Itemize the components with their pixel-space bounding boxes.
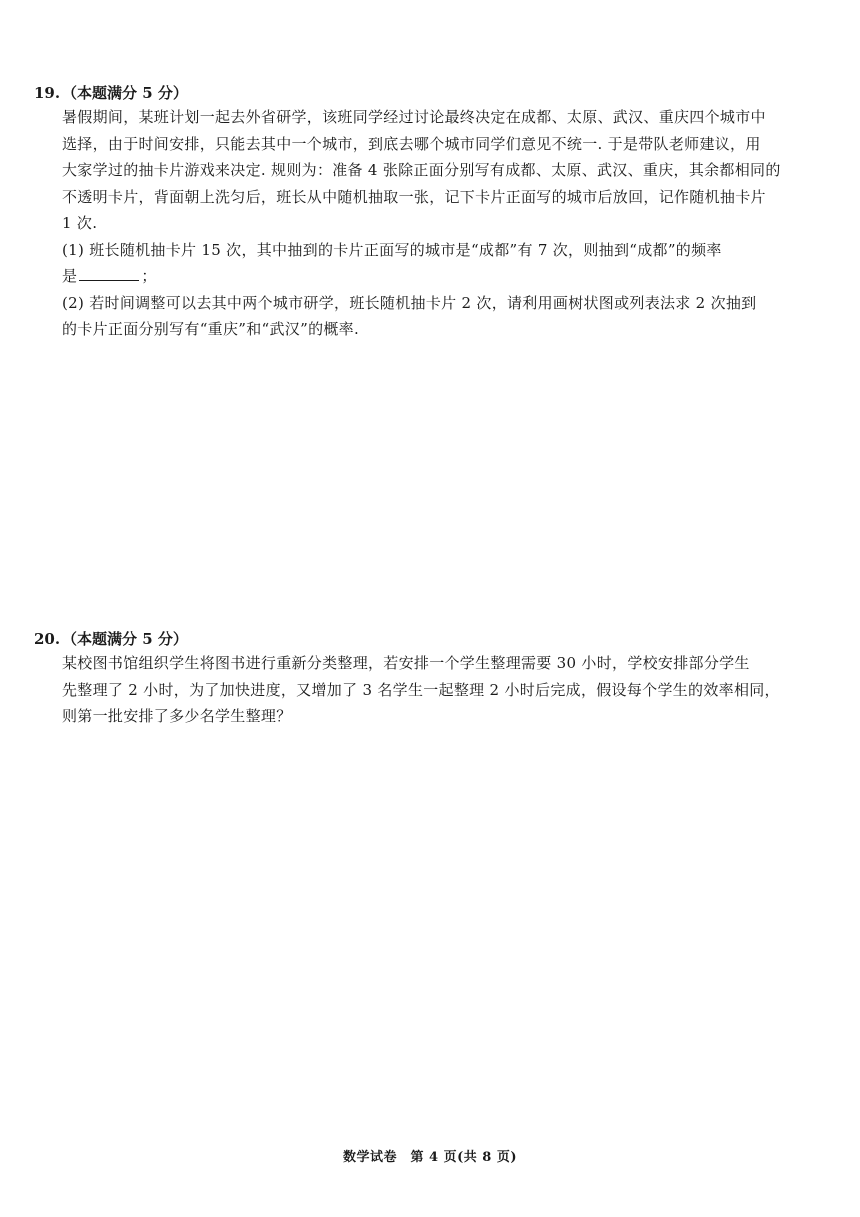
answer-prefix: 是 xyxy=(62,267,78,285)
question-body xyxy=(34,650,804,730)
question-text-line: 则第一批安排了多少名学生整理？ xyxy=(62,707,292,725)
question-score: （本题满分 5 分） xyxy=(62,630,188,648)
question-text-line: 某校图书馆组织学生将图书进行重新分类整理，若安排一个学生整理需要 30 小时，学校安排部分学生 xyxy=(62,654,750,672)
question-header xyxy=(34,82,804,104)
question-text-line: 暑假期间，某班计划一起去外省研学，该班同学经过讨论最终决定在成都、太原、武汉、重庆四个城市中 xyxy=(62,108,766,126)
question-header xyxy=(34,628,804,650)
question-text-line: 先整理了 2 小时，为了加快进度，又增加了 3 名学生一起整理 2 小时后完成，假设每个学生的效率相同， xyxy=(62,680,780,699)
sub-question-1: (1) 班长随机抽卡片 15 次，其中抽到的卡片正面写的城市是“成都”有 7 次，则抽到“成都”的频率 xyxy=(62,240,722,259)
question-text-line: 选择，由于时间安排，只能去其中一个城市，到底去哪个城市同学们意见不统一. 于是带队老师建议，用 xyxy=(62,134,761,153)
answer-blank[interactable] xyxy=(79,264,139,281)
question-body xyxy=(34,104,804,343)
sub-question-2: (2) 若时间调整可以去其中两个城市研学，班长随机抽卡片 2 次，请利用画树状图或列表法求 2 次抽到 xyxy=(62,293,757,312)
question-text-line: 的卡片正面分别写有“重庆”和“武汉”的概率. xyxy=(62,320,360,338)
question-score: （本题满分 5 分） xyxy=(62,84,188,102)
question-text-line: 不透明卡片，背面朝上洗匀后，班长从中随机抽取一张，记下卡片正面写的城市后放回，记作随机抽卡片 xyxy=(62,187,766,206)
question-number: 20. xyxy=(34,630,61,648)
question-text-line: 1 次. xyxy=(62,214,98,232)
question-number: 19. xyxy=(34,84,61,102)
question-text-line: 大家学过的抽卡片游戏来决定. 规则为：准备 4 张除正面分别写有成都、太原、武汉、重庆，其余都相同的 xyxy=(62,161,781,179)
question-19 xyxy=(34,82,804,343)
sub-question-1-answer-line xyxy=(62,263,804,290)
question-20 xyxy=(34,628,804,730)
answer-suffix: ； xyxy=(141,267,157,285)
page-footer: 数学试卷 第 4 页(共 8 页) xyxy=(343,1150,517,1165)
